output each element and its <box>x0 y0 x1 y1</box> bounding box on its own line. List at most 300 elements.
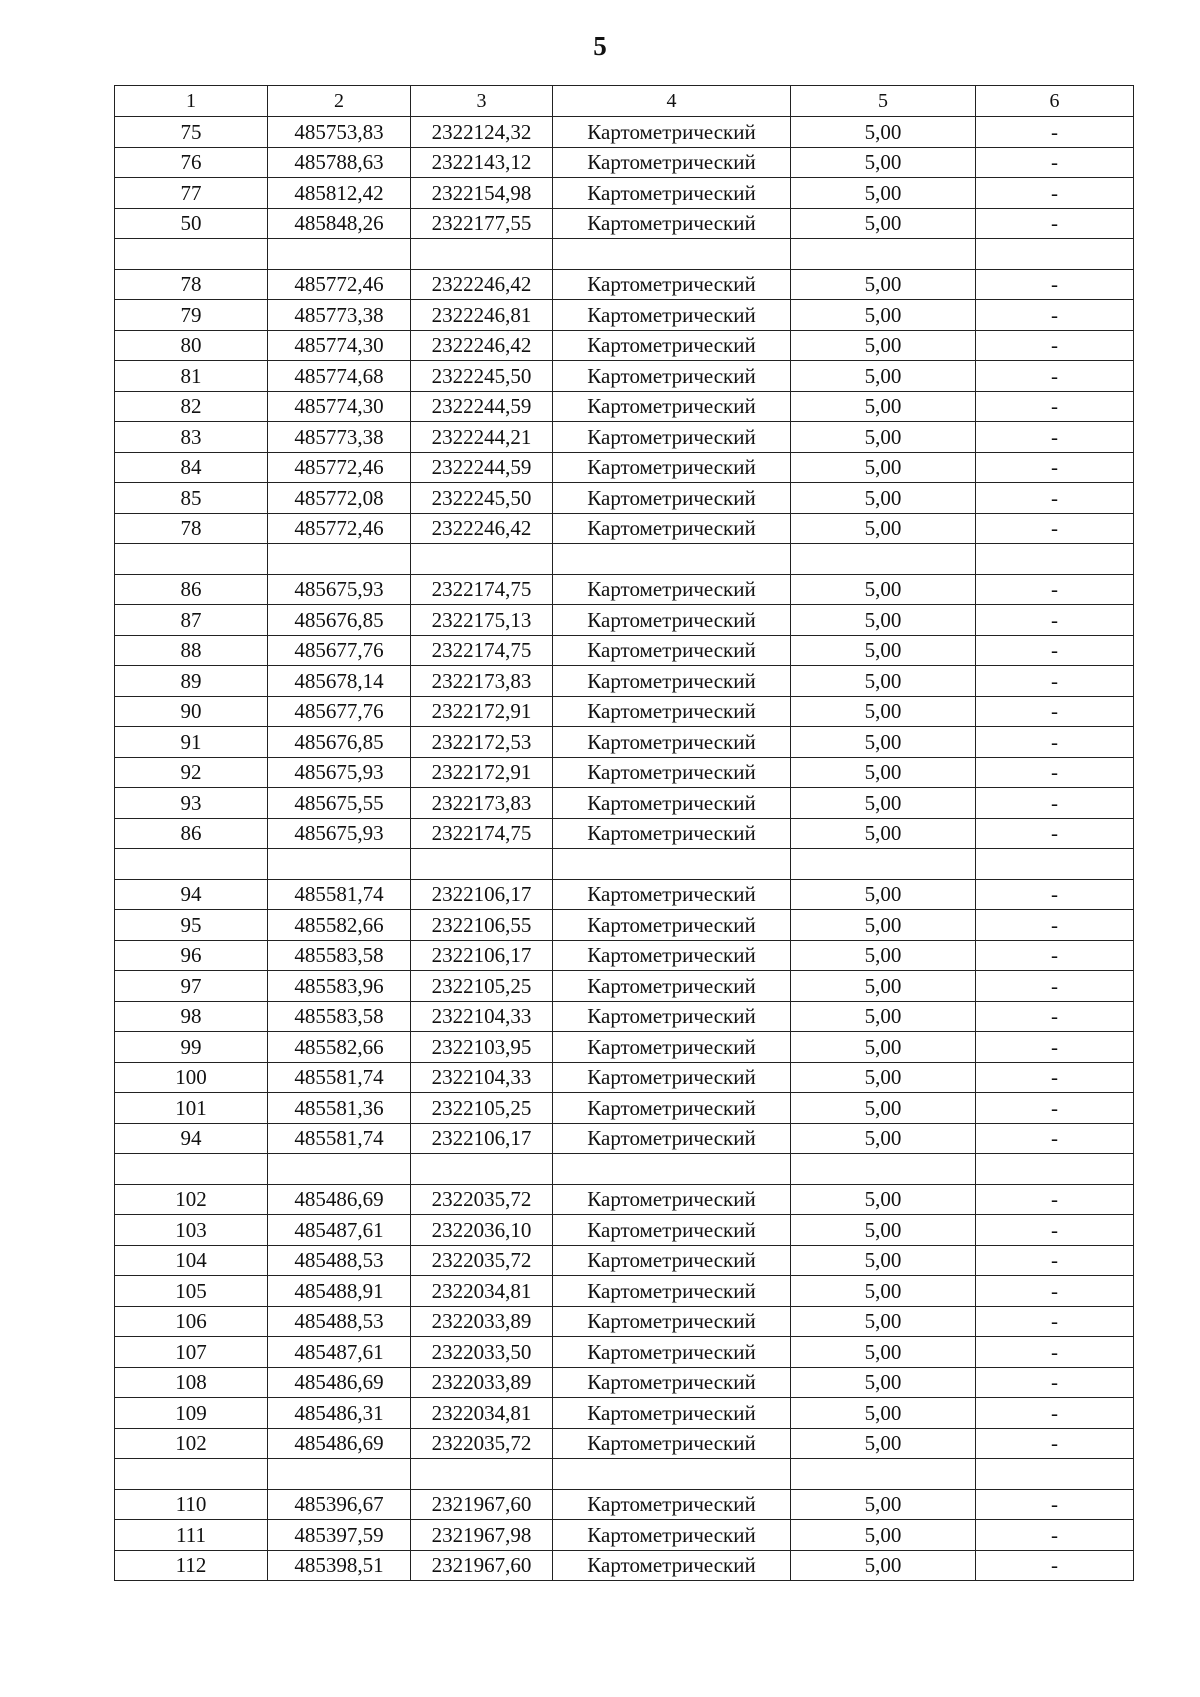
accuracy-cell: 5,00 <box>791 788 976 819</box>
accuracy-cell: 5,00 <box>791 269 976 300</box>
x-coordinate-cell: 485398,51 <box>268 1550 411 1581</box>
point-number-cell: 101 <box>115 1093 268 1124</box>
note-cell: - <box>976 879 1134 910</box>
table-row <box>115 1520 1134 1551</box>
x-coordinate-cell <box>268 1459 411 1490</box>
method-cell: Картометрический <box>553 513 791 544</box>
note-cell: - <box>976 1367 1134 1398</box>
accuracy-cell: 5,00 <box>791 422 976 453</box>
note-cell: - <box>976 1550 1134 1581</box>
note-cell: - <box>976 1306 1134 1337</box>
method-cell: Картометрический <box>553 483 791 514</box>
y-coordinate-cell: 2322105,25 <box>411 1093 553 1124</box>
point-number-cell: 77 <box>115 178 268 209</box>
y-coordinate-cell: 2321967,60 <box>411 1550 553 1581</box>
note-cell <box>976 1459 1134 1490</box>
method-cell: Картометрический <box>553 1184 791 1215</box>
method-cell: Картометрический <box>553 757 791 788</box>
note-cell: - <box>976 1215 1134 1246</box>
note-cell: - <box>976 178 1134 209</box>
y-coordinate-cell: 2322033,50 <box>411 1337 553 1368</box>
y-coordinate-cell: 2322245,50 <box>411 361 553 392</box>
point-number-cell: 87 <box>115 605 268 636</box>
y-coordinate-cell: 2322177,55 <box>411 208 553 239</box>
x-coordinate-cell <box>268 544 411 575</box>
method-cell: Картометрический <box>553 605 791 636</box>
table-body <box>115 117 1134 1581</box>
accuracy-cell: 5,00 <box>791 208 976 239</box>
y-coordinate-cell: 2322173,83 <box>411 788 553 819</box>
method-cell: Картометрический <box>553 1001 791 1032</box>
table-row <box>115 391 1134 422</box>
page-number: 5 <box>593 31 607 61</box>
point-number-cell: 78 <box>115 269 268 300</box>
point-number-cell: 89 <box>115 666 268 697</box>
x-coordinate-cell: 485677,76 <box>268 635 411 666</box>
x-coordinate-cell <box>268 239 411 270</box>
y-coordinate-cell: 2322103,95 <box>411 1032 553 1063</box>
x-coordinate-cell: 485581,74 <box>268 1123 411 1154</box>
coordinates-table <box>114 85 1134 1581</box>
y-coordinate-cell: 2322035,72 <box>411 1428 553 1459</box>
y-coordinate-cell: 2322174,75 <box>411 818 553 849</box>
note-cell: - <box>976 1001 1134 1032</box>
table-row <box>115 422 1134 453</box>
y-coordinate-cell: 2322244,59 <box>411 391 553 422</box>
accuracy-cell: 5,00 <box>791 574 976 605</box>
x-coordinate-cell: 485676,85 <box>268 605 411 636</box>
point-number-cell: 85 <box>115 483 268 514</box>
x-coordinate-cell: 485774,68 <box>268 361 411 392</box>
x-coordinate-cell: 485486,69 <box>268 1184 411 1215</box>
table-row <box>115 1062 1134 1093</box>
method-cell: Картометрический <box>553 1550 791 1581</box>
method-cell <box>553 1154 791 1185</box>
note-cell: - <box>976 1245 1134 1276</box>
accuracy-cell: 5,00 <box>791 300 976 331</box>
point-number-cell: 91 <box>115 727 268 758</box>
y-coordinate-cell: 2322173,83 <box>411 666 553 697</box>
accuracy-cell: 5,00 <box>791 178 976 209</box>
x-coordinate-cell: 485583,58 <box>268 1001 411 1032</box>
y-coordinate-cell <box>411 1459 553 1490</box>
x-coordinate-cell: 485677,76 <box>268 696 411 727</box>
y-coordinate-cell <box>411 239 553 270</box>
method-cell: Картометрический <box>553 1428 791 1459</box>
table-row <box>115 178 1134 209</box>
point-number-cell <box>115 1154 268 1185</box>
point-number-cell: 106 <box>115 1306 268 1337</box>
accuracy-cell: 5,00 <box>791 1123 976 1154</box>
note-cell: - <box>976 1032 1134 1063</box>
accuracy-cell: 5,00 <box>791 666 976 697</box>
y-coordinate-cell: 2322106,55 <box>411 910 553 941</box>
x-coordinate-cell: 485486,31 <box>268 1398 411 1429</box>
accuracy-cell <box>791 849 976 880</box>
note-cell: - <box>976 1123 1134 1154</box>
y-coordinate-cell: 2322244,21 <box>411 422 553 453</box>
x-coordinate-cell: 485397,59 <box>268 1520 411 1551</box>
x-coordinate-cell <box>268 849 411 880</box>
method-cell: Картометрический <box>553 1306 791 1337</box>
x-coordinate-cell: 485753,83 <box>268 117 411 148</box>
accuracy-cell: 5,00 <box>791 1520 976 1551</box>
method-cell: Картометрический <box>553 666 791 697</box>
table-separator-row <box>115 1154 1134 1185</box>
accuracy-cell: 5,00 <box>791 1276 976 1307</box>
x-coordinate-cell: 485581,36 <box>268 1093 411 1124</box>
x-coordinate-cell: 485772,46 <box>268 452 411 483</box>
y-coordinate-cell: 2322106,17 <box>411 1123 553 1154</box>
x-coordinate-cell: 485773,38 <box>268 300 411 331</box>
accuracy-cell: 5,00 <box>791 1032 976 1063</box>
method-cell: Картометрический <box>553 330 791 361</box>
method-cell <box>553 239 791 270</box>
note-cell <box>976 1154 1134 1185</box>
column-header: 4 <box>553 86 791 117</box>
note-cell: - <box>976 1398 1134 1429</box>
point-number-cell: 98 <box>115 1001 268 1032</box>
method-cell: Картометрический <box>553 1093 791 1124</box>
method-cell: Картометрический <box>553 940 791 971</box>
accuracy-cell: 5,00 <box>791 1184 976 1215</box>
y-coordinate-cell: 2322174,75 <box>411 635 553 666</box>
point-number-cell: 104 <box>115 1245 268 1276</box>
note-cell: - <box>976 1093 1134 1124</box>
accuracy-cell: 5,00 <box>791 513 976 544</box>
method-cell: Картометрический <box>553 361 791 392</box>
accuracy-cell: 5,00 <box>791 1550 976 1581</box>
x-coordinate-cell: 485675,93 <box>268 757 411 788</box>
accuracy-cell: 5,00 <box>791 1093 976 1124</box>
table-row <box>115 940 1134 971</box>
column-header: 5 <box>791 86 976 117</box>
point-number-cell <box>115 544 268 575</box>
table-row <box>115 117 1134 148</box>
column-header: 6 <box>976 86 1134 117</box>
x-coordinate-cell: 485488,91 <box>268 1276 411 1307</box>
note-cell: - <box>976 910 1134 941</box>
accuracy-cell: 5,00 <box>791 117 976 148</box>
point-number-cell: 94 <box>115 1123 268 1154</box>
point-number-cell: 103 <box>115 1215 268 1246</box>
note-cell: - <box>976 940 1134 971</box>
x-coordinate-cell: 485488,53 <box>268 1306 411 1337</box>
column-header: 3 <box>411 86 553 117</box>
x-coordinate-cell <box>268 1154 411 1185</box>
point-number-cell: 96 <box>115 940 268 971</box>
y-coordinate-cell: 2322106,17 <box>411 940 553 971</box>
point-number-cell: 81 <box>115 361 268 392</box>
method-cell: Картометрический <box>553 879 791 910</box>
accuracy-cell: 5,00 <box>791 452 976 483</box>
point-number-cell: 102 <box>115 1428 268 1459</box>
table-row <box>115 1489 1134 1520</box>
x-coordinate-cell: 485772,08 <box>268 483 411 514</box>
y-coordinate-cell: 2322036,10 <box>411 1215 553 1246</box>
accuracy-cell: 5,00 <box>791 330 976 361</box>
x-coordinate-cell: 485772,46 <box>268 513 411 544</box>
y-coordinate-cell: 2322174,75 <box>411 574 553 605</box>
y-coordinate-cell: 2322034,81 <box>411 1398 553 1429</box>
accuracy-cell: 5,00 <box>791 635 976 666</box>
accuracy-cell: 5,00 <box>791 147 976 178</box>
note-cell: - <box>976 513 1134 544</box>
note-cell: - <box>976 1337 1134 1368</box>
x-coordinate-cell: 485774,30 <box>268 330 411 361</box>
accuracy-cell <box>791 239 976 270</box>
method-cell: Картометрический <box>553 1245 791 1276</box>
x-coordinate-cell: 485582,66 <box>268 1032 411 1063</box>
x-coordinate-cell: 485486,69 <box>268 1367 411 1398</box>
method-cell: Картометрический <box>553 635 791 666</box>
accuracy-cell: 5,00 <box>791 1428 976 1459</box>
y-coordinate-cell: 2322246,42 <box>411 330 553 361</box>
point-number-cell: 79 <box>115 300 268 331</box>
method-cell: Картометрический <box>553 391 791 422</box>
point-number-cell: 90 <box>115 696 268 727</box>
accuracy-cell: 5,00 <box>791 757 976 788</box>
method-cell: Картометрический <box>553 269 791 300</box>
method-cell: Картометрический <box>553 208 791 239</box>
note-cell: - <box>976 1520 1134 1551</box>
x-coordinate-cell: 485582,66 <box>268 910 411 941</box>
column-header: 2 <box>268 86 411 117</box>
note-cell: - <box>976 1276 1134 1307</box>
accuracy-cell: 5,00 <box>791 1367 976 1398</box>
method-cell: Картометрический <box>553 422 791 453</box>
table-row <box>115 269 1134 300</box>
point-number-cell: 86 <box>115 574 268 605</box>
point-number-cell <box>115 849 268 880</box>
note-cell: - <box>976 117 1134 148</box>
table-row <box>115 1367 1134 1398</box>
method-cell: Картометрический <box>553 1398 791 1429</box>
x-coordinate-cell: 485581,74 <box>268 1062 411 1093</box>
table-separator-row <box>115 849 1134 880</box>
note-cell: - <box>976 696 1134 727</box>
point-number-cell: 94 <box>115 879 268 910</box>
accuracy-cell <box>791 1154 976 1185</box>
table-row <box>115 605 1134 636</box>
note-cell: - <box>976 605 1134 636</box>
method-cell: Картометрический <box>553 1123 791 1154</box>
point-number-cell: 105 <box>115 1276 268 1307</box>
table-row <box>115 635 1134 666</box>
note-cell: - <box>976 635 1134 666</box>
method-cell: Картометрический <box>553 1337 791 1368</box>
table-row <box>115 483 1134 514</box>
note-cell <box>976 544 1134 575</box>
method-cell <box>553 849 791 880</box>
note-cell: - <box>976 666 1134 697</box>
point-number-cell: 100 <box>115 1062 268 1093</box>
y-coordinate-cell: 2322172,91 <box>411 757 553 788</box>
x-coordinate-cell: 485848,26 <box>268 208 411 239</box>
accuracy-cell: 5,00 <box>791 910 976 941</box>
point-number-cell: 97 <box>115 971 268 1002</box>
table-row <box>115 147 1134 178</box>
table-row <box>115 1184 1134 1215</box>
y-coordinate-cell: 2322105,25 <box>411 971 553 1002</box>
note-cell: - <box>976 483 1134 514</box>
y-coordinate-cell <box>411 1154 553 1185</box>
method-cell <box>553 544 791 575</box>
table-row <box>115 1245 1134 1276</box>
note-cell: - <box>976 727 1134 758</box>
accuracy-cell: 5,00 <box>791 1062 976 1093</box>
point-number-cell: 75 <box>115 117 268 148</box>
method-cell: Картометрический <box>553 1489 791 1520</box>
table-row <box>115 330 1134 361</box>
table-row <box>115 1276 1134 1307</box>
table-row <box>115 971 1134 1002</box>
table-row <box>115 696 1134 727</box>
point-number-cell: 83 <box>115 422 268 453</box>
method-cell: Картометрический <box>553 300 791 331</box>
method-cell: Картометрический <box>553 117 791 148</box>
note-cell: - <box>976 330 1134 361</box>
table-row <box>115 1215 1134 1246</box>
accuracy-cell: 5,00 <box>791 1306 976 1337</box>
accuracy-cell: 5,00 <box>791 727 976 758</box>
y-coordinate-cell <box>411 849 553 880</box>
y-coordinate-cell: 2322035,72 <box>411 1184 553 1215</box>
method-cell: Картометрический <box>553 574 791 605</box>
accuracy-cell: 5,00 <box>791 971 976 1002</box>
y-coordinate-cell: 2322246,81 <box>411 300 553 331</box>
note-cell: - <box>976 788 1134 819</box>
method-cell: Картометрический <box>553 1215 791 1246</box>
note-cell: - <box>976 452 1134 483</box>
y-coordinate-cell: 2321967,98 <box>411 1520 553 1551</box>
note-cell: - <box>976 1184 1134 1215</box>
table-row <box>115 666 1134 697</box>
table-row <box>115 1550 1134 1581</box>
point-number-cell: 88 <box>115 635 268 666</box>
point-number-cell: 112 <box>115 1550 268 1581</box>
point-number-cell <box>115 1459 268 1490</box>
y-coordinate-cell: 2322143,12 <box>411 147 553 178</box>
note-cell: - <box>976 269 1134 300</box>
y-coordinate-cell: 2321967,60 <box>411 1489 553 1520</box>
point-number-cell: 95 <box>115 910 268 941</box>
x-coordinate-cell: 485486,69 <box>268 1428 411 1459</box>
table-row <box>115 452 1134 483</box>
x-coordinate-cell: 485488,53 <box>268 1245 411 1276</box>
table-row <box>115 757 1134 788</box>
note-cell: - <box>976 422 1134 453</box>
table-row <box>115 1398 1134 1429</box>
accuracy-cell: 5,00 <box>791 940 976 971</box>
x-coordinate-cell: 485773,38 <box>268 422 411 453</box>
x-coordinate-cell: 485772,46 <box>268 269 411 300</box>
note-cell: - <box>976 971 1134 1002</box>
point-number-cell: 50 <box>115 208 268 239</box>
y-coordinate-cell: 2322124,32 <box>411 117 553 148</box>
y-coordinate-cell: 2322104,33 <box>411 1062 553 1093</box>
accuracy-cell: 5,00 <box>791 391 976 422</box>
method-cell: Картометрический <box>553 147 791 178</box>
y-coordinate-cell: 2322104,33 <box>411 1001 553 1032</box>
point-number-cell: 108 <box>115 1367 268 1398</box>
method-cell: Картометрический <box>553 1032 791 1063</box>
method-cell: Картометрический <box>553 1062 791 1093</box>
note-cell: - <box>976 361 1134 392</box>
note-cell <box>976 239 1134 270</box>
table-row <box>115 818 1134 849</box>
note-cell <box>976 849 1134 880</box>
table-row <box>115 910 1134 941</box>
accuracy-cell: 5,00 <box>791 1001 976 1032</box>
note-cell: - <box>976 1062 1134 1093</box>
point-number-cell: 76 <box>115 147 268 178</box>
table-row <box>115 1123 1134 1154</box>
table-separator-row <box>115 544 1134 575</box>
method-cell: Картометрический <box>553 971 791 1002</box>
point-number-cell: 93 <box>115 788 268 819</box>
table-row <box>115 788 1134 819</box>
point-number-cell: 111 <box>115 1520 268 1551</box>
y-coordinate-cell: 2322245,50 <box>411 483 553 514</box>
point-number-cell: 92 <box>115 757 268 788</box>
x-coordinate-cell: 485676,85 <box>268 727 411 758</box>
accuracy-cell: 5,00 <box>791 1489 976 1520</box>
method-cell: Картометрический <box>553 178 791 209</box>
accuracy-cell: 5,00 <box>791 879 976 910</box>
table-row <box>115 361 1134 392</box>
x-coordinate-cell: 485581,74 <box>268 879 411 910</box>
method-cell: Картометрический <box>553 788 791 819</box>
x-coordinate-cell: 485675,55 <box>268 788 411 819</box>
table-header-row <box>115 86 1134 117</box>
point-number-cell: 110 <box>115 1489 268 1520</box>
table-row <box>115 300 1134 331</box>
accuracy-cell <box>791 544 976 575</box>
accuracy-cell: 5,00 <box>791 1245 976 1276</box>
y-coordinate-cell <box>411 544 553 575</box>
table-row <box>115 1306 1134 1337</box>
table-row <box>115 879 1134 910</box>
point-number-cell: 102 <box>115 1184 268 1215</box>
note-cell: - <box>976 208 1134 239</box>
accuracy-cell: 5,00 <box>791 1398 976 1429</box>
y-coordinate-cell: 2322033,89 <box>411 1306 553 1337</box>
x-coordinate-cell: 485583,58 <box>268 940 411 971</box>
point-number-cell: 78 <box>115 513 268 544</box>
y-coordinate-cell: 2322175,13 <box>411 605 553 636</box>
x-coordinate-cell: 485583,96 <box>268 971 411 1002</box>
x-coordinate-cell: 485487,61 <box>268 1215 411 1246</box>
table-row <box>115 727 1134 758</box>
point-number-cell: 107 <box>115 1337 268 1368</box>
method-cell: Картометрический <box>553 1367 791 1398</box>
table-separator-row <box>115 239 1134 270</box>
point-number-cell: 80 <box>115 330 268 361</box>
x-coordinate-cell: 485788,63 <box>268 147 411 178</box>
y-coordinate-cell: 2322033,89 <box>411 1367 553 1398</box>
method-cell <box>553 1459 791 1490</box>
accuracy-cell: 5,00 <box>791 361 976 392</box>
method-cell: Картометрический <box>553 727 791 758</box>
table-row <box>115 1337 1134 1368</box>
point-number-cell: 82 <box>115 391 268 422</box>
table-row <box>115 1001 1134 1032</box>
table-row <box>115 1032 1134 1063</box>
table-separator-row <box>115 1459 1134 1490</box>
table-row <box>115 1093 1134 1124</box>
x-coordinate-cell: 485675,93 <box>268 818 411 849</box>
